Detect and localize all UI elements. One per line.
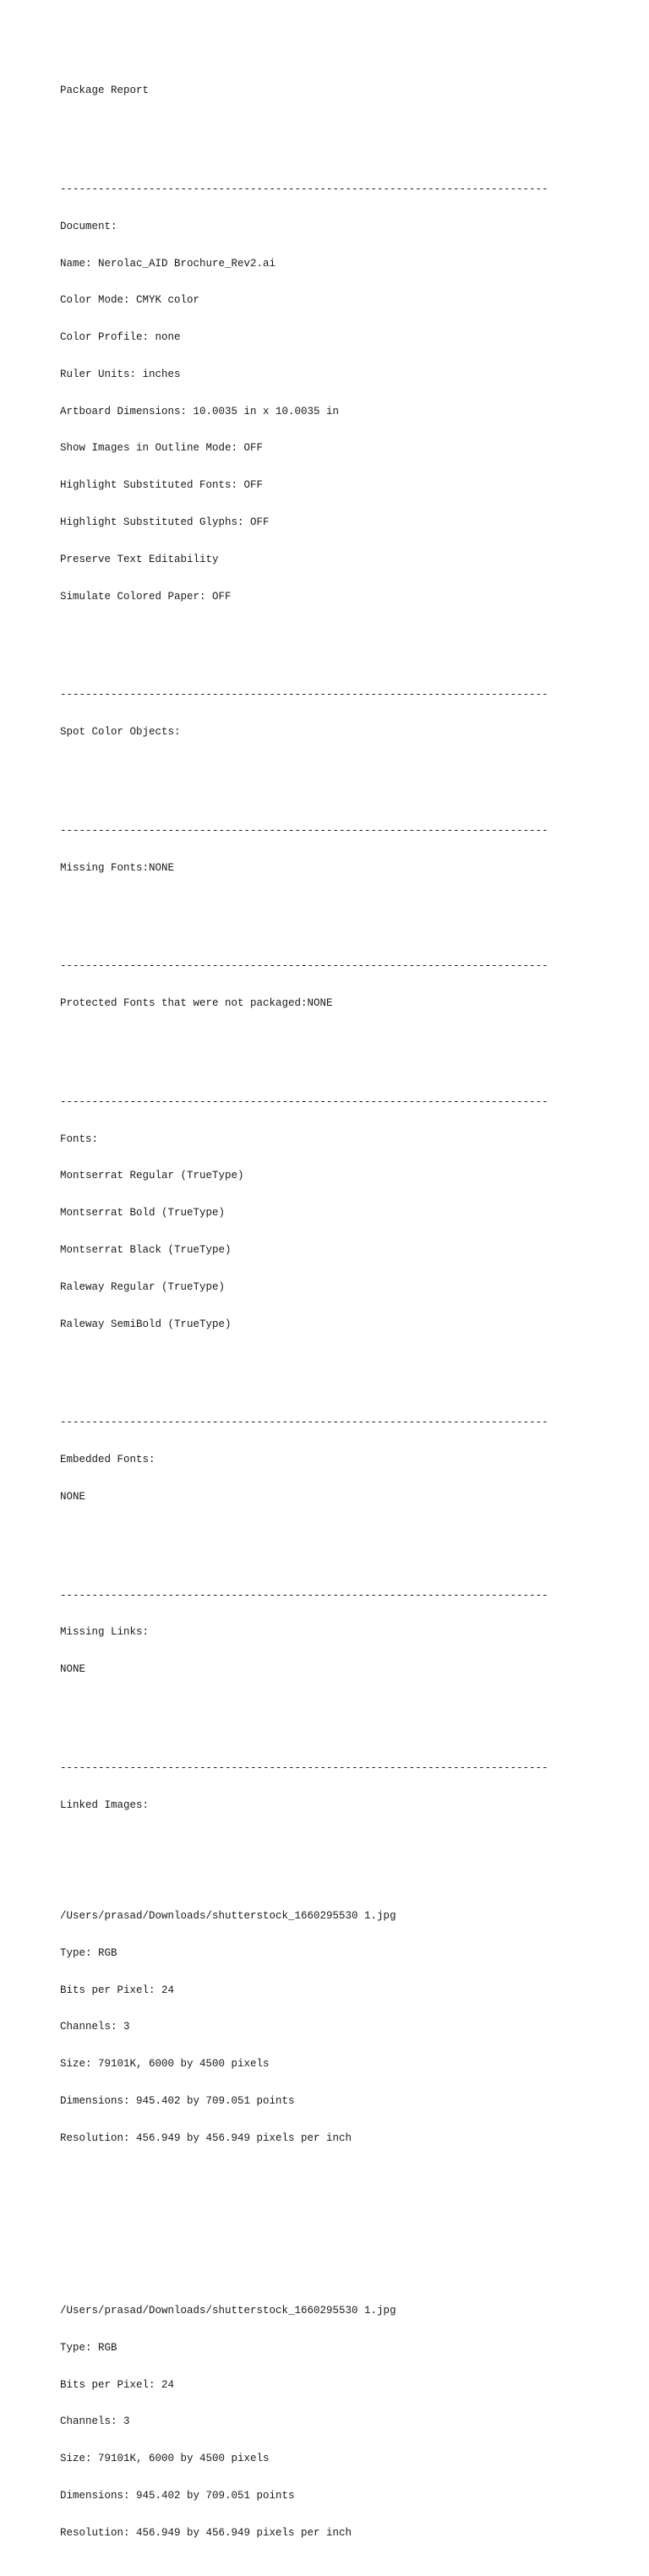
section-separator: ----------------------------------------------------------------------------- — [60, 689, 548, 701]
embedded-fonts-value: NONE — [60, 1490, 86, 1503]
missing-fonts-heading: Missing Fonts:NONE — [60, 861, 175, 874]
font-item: Montserrat Regular (TrueType) — [60, 1170, 244, 1182]
document-ruler-units: Ruler Units: inches — [60, 368, 181, 380]
blank-line — [60, 627, 635, 640]
document-artboard-dimensions: Artboard Dimensions: 10.0035 in x 10.0035 in — [60, 405, 340, 418]
package-report-document — [60, 60, 635, 2576]
document-color-mode: Color Mode: CMYK color — [60, 294, 200, 307]
linked-image-type: Type: RGB — [60, 1946, 117, 1959]
blank-line — [60, 898, 635, 911]
document-outline-mode: Show Images in Outline Mode: OFF — [60, 442, 264, 455]
document-highlight-glyphs: Highlight Substituted Glyphs: OFF — [60, 516, 270, 528]
linked-images-heading: Linked Images: — [60, 1798, 150, 1811]
section-separator: ----------------------------------------------------------------------------- — [60, 960, 548, 973]
blank-line — [60, 1034, 635, 1047]
missing-links-heading: Missing Links: — [60, 1626, 150, 1639]
spot-color-heading: Spot Color Objects: — [60, 726, 181, 739]
section-separator: ----------------------------------------------------------------------------- — [60, 183, 548, 195]
document-color-profile: Color Profile: none — [60, 331, 181, 344]
section-separator: ----------------------------------------------------------------------------- — [60, 1589, 548, 1602]
blank-line — [60, 122, 635, 134]
font-item: Raleway Regular (TrueType) — [60, 1280, 226, 1293]
linked-image-size: Size: 79101K, 6000 by 4500 pixels — [60, 2058, 270, 2071]
section-separator: ----------------------------------------------------------------------------- — [60, 1416, 548, 1429]
document-heading: Document: — [60, 220, 117, 232]
linked-image-channels: Channels: 3 — [60, 2021, 130, 2033]
protected-fonts-heading: Protected Fonts that were not packaged:NONE — [60, 997, 333, 1010]
document-highlight-fonts: Highlight Substituted Fonts: OFF — [60, 479, 264, 492]
linked-image-path: /Users/prasad/Downloads/shutterstock_1660295530 1.jpg — [60, 2305, 396, 2317]
linked-image-bits: Bits per Pixel: 24 — [60, 1984, 175, 1996]
linked-image-resolution: Resolution: 456.949 by 456.949 pixels per inch — [60, 2131, 352, 2144]
font-item: Montserrat Bold (TrueType) — [60, 1207, 226, 1220]
document-preserve-text: Preserve Text Editability — [60, 553, 219, 565]
embedded-fonts-heading: Embedded Fonts: — [60, 1454, 155, 1466]
fonts-heading: Fonts: — [60, 1132, 99, 1145]
blank-line — [60, 1836, 635, 1849]
blank-line — [60, 1355, 635, 1367]
blank-line — [60, 2231, 635, 2244]
blank-line — [60, 1700, 635, 1713]
blank-line — [60, 763, 635, 776]
linked-image-channels: Channels: 3 — [60, 2415, 130, 2428]
linked-image-path: /Users/prasad/Downloads/shutterstock_1660295530 1.jpg — [60, 1910, 396, 1923]
linked-image-entry — [60, 2280, 635, 2564]
section-separator: ----------------------------------------------------------------------------- — [60, 824, 548, 837]
linked-image-dimensions: Dimensions: 945.402 by 709.051 points — [60, 2094, 295, 2107]
missing-links-value: NONE — [60, 1663, 86, 1676]
linked-image-size: Size: 79101K, 6000 by 4500 pixels — [60, 2453, 270, 2465]
linked-image-type: Type: RGB — [60, 2341, 117, 2354]
linked-image-bits: Bits per Pixel: 24 — [60, 2378, 175, 2391]
blank-line — [60, 2194, 635, 2207]
blank-line — [60, 1528, 635, 1541]
section-separator: ----------------------------------------------------------------------------- — [60, 1095, 548, 1108]
font-item: Raleway SemiBold (TrueType) — [60, 1318, 232, 1330]
document-simulate-paper: Simulate Colored Paper: OFF — [60, 590, 232, 603]
linked-image-entry — [60, 1886, 635, 2169]
font-item: Montserrat Black (TrueType) — [60, 1244, 232, 1256]
document-name: Name: Nerolac_AID Brochure_Rev2.ai — [60, 257, 276, 270]
linked-image-dimensions: Dimensions: 945.402 by 709.051 points — [60, 2489, 295, 2502]
section-separator: ----------------------------------------------------------------------------- — [60, 1761, 548, 1774]
linked-image-resolution: Resolution: 456.949 by 456.949 pixels per inch — [60, 2526, 352, 2539]
report-title: Package Report — [60, 85, 150, 97]
